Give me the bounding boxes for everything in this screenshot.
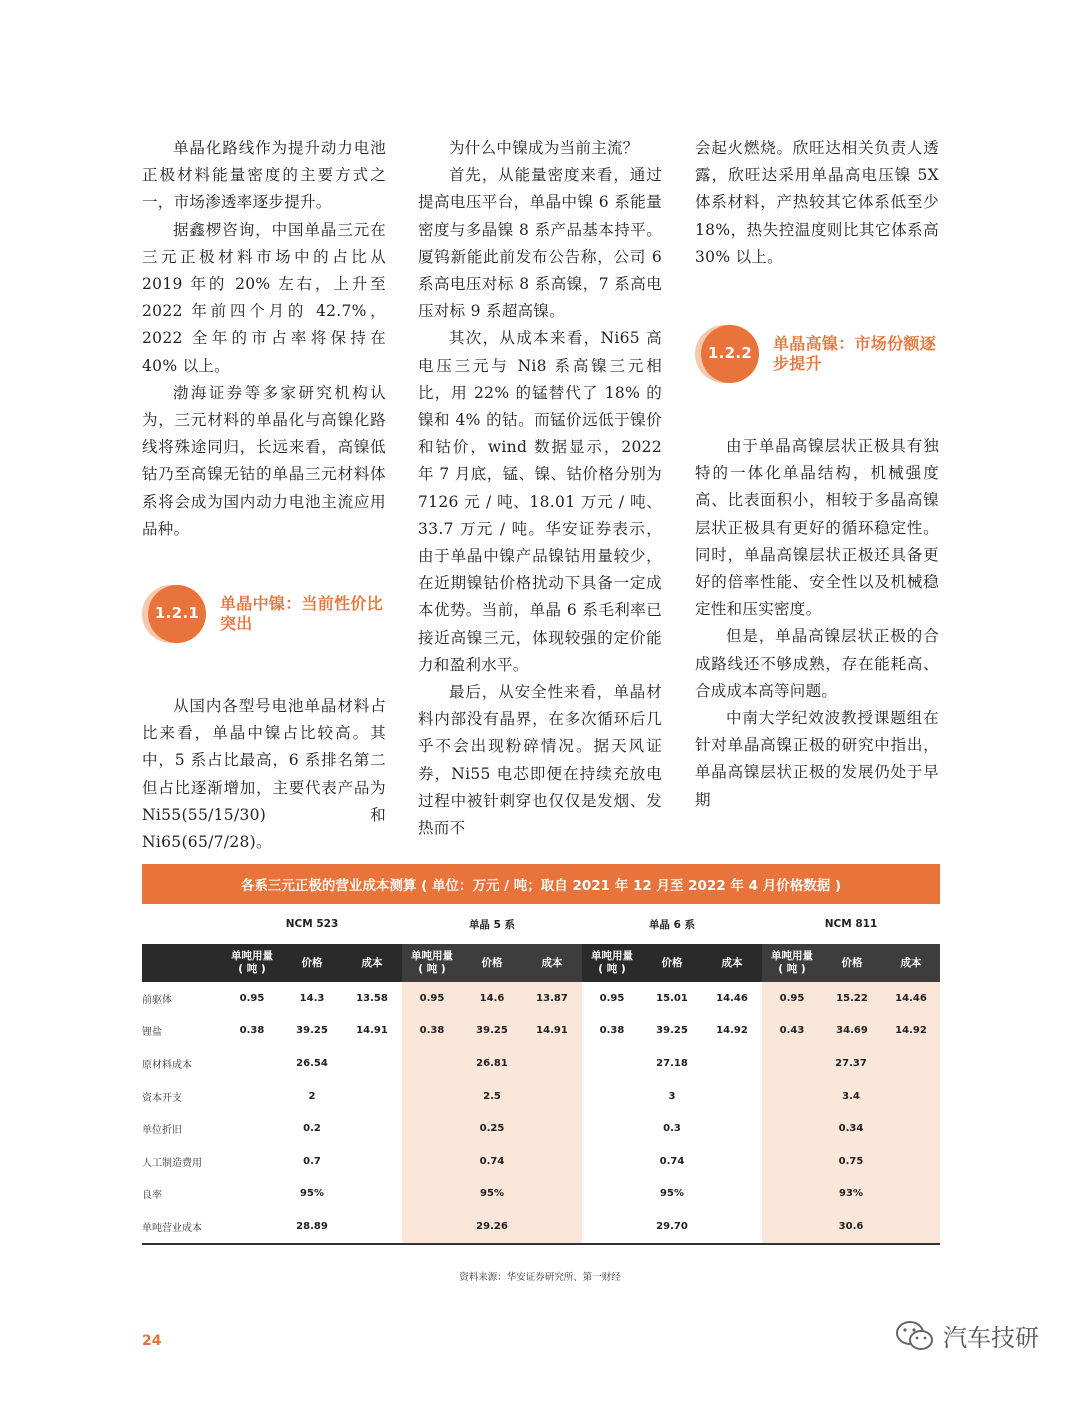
table-cell: 0.95 [599, 992, 625, 1004]
paragraph: 其次，从成本来看，Ni65 高电压三元与 Ni8 系高镍三元相比，用 22% 的锰替代了 18% 的镍和 4% 的钴。而锰价远低于镍价和钴价，wind 数据显示，2022 年 7 月底，锰、镍、钴价格分别为 7126 元 / 吨、18.01 万元 / 吨、33.7 万元 / 吨。华安证券表示，由于单晶中镍产品镍钴用量较少，在近期镍钴价格扰动下具备一定成本优势。当前，单晶 6 系毛利率已接近高镍三元，体现较强的定价能力和盈利水平。 [418, 329, 662, 674]
table-cell: 0.34 [762, 1112, 940, 1145]
text-column-2 [418, 135, 662, 842]
column-header: 单吨用量 ( 吨 ) [231, 950, 273, 975]
table-cell: 13.58 [356, 992, 388, 1004]
paragraph: 中南大学纪效波教授课题组在针对单晶高镍正极的研究中指出，单晶高镍层状正极的发展仍处于早期 [695, 709, 939, 809]
row-label: 单吨营业成本 [142, 1222, 202, 1234]
table-cell: 2 [308, 1090, 316, 1102]
column-header: 成本 [522, 944, 582, 982]
column-header: 价格 [301, 956, 323, 969]
table-row [142, 1178, 940, 1211]
row-label: 良率 [142, 1190, 162, 1202]
table-cell: 0.95 [239, 992, 265, 1004]
row-label: 资本开支 [142, 1092, 182, 1104]
row-label: 锂盐 [142, 1027, 162, 1039]
table-cell: 0.3 [663, 1123, 681, 1135]
table-cell: 95% [402, 1178, 582, 1211]
paragraph: 据鑫椤咨询，中国单晶三元在三元正极材料市场中的占比从 2019 年的 20% 左右，上升至 2022 年前四个月的 42.7%，2022 全年的市占率将保持在 40% 以上。 [142, 220, 386, 375]
wechat-icon [895, 1319, 935, 1353]
table-row [142, 1112, 940, 1145]
table-cell: 14.3 [299, 992, 325, 1004]
table-cell: 14.91 [356, 1025, 388, 1037]
table-cell: 0.74 [402, 1145, 582, 1178]
section-title: 单晶高镍：市场份额逐步提升 [773, 334, 937, 374]
table-row [142, 1015, 940, 1048]
group-header: NCM 523 [285, 918, 339, 930]
table-cell: 95% [300, 1188, 324, 1200]
table-cell: 27.18 [656, 1057, 688, 1069]
table-cell: 28.89 [296, 1220, 328, 1232]
table-cell: 29.26 [402, 1210, 582, 1243]
column-header: 单吨用量 ( 吨 ) [591, 950, 633, 975]
table-cell: 0.38 [599, 1025, 625, 1037]
table-cell: 0.43 [762, 1015, 822, 1048]
table-cell: 26.54 [296, 1057, 328, 1069]
table-cell: 34.69 [822, 1015, 882, 1048]
table-cell: 39.25 [296, 1025, 328, 1037]
table-cell: 29.70 [656, 1220, 688, 1232]
table-body [142, 982, 940, 1243]
paragraph: 但是，单晶高镍层状正极的合成路线还不够成熟，存在能耗高、合成成本高等问题。 [695, 627, 939, 700]
column-header: 价格 [822, 944, 882, 982]
table-sub-header [142, 944, 940, 982]
table-cell: 0.38 [239, 1025, 265, 1037]
table-cell: 15.22 [822, 982, 882, 1015]
table-cell: 0.95 [402, 982, 462, 1015]
row-label: 前驱体 [142, 994, 172, 1006]
section-heading-1-2-2 [695, 325, 939, 383]
table-cell: 26.81 [402, 1047, 582, 1080]
page-number: 24 [142, 1333, 162, 1349]
table-row [142, 1210, 940, 1243]
table-row [142, 982, 940, 1015]
column-header: 单吨用量 ( 吨 ) [762, 944, 822, 982]
row-label: 人工制造费用 [142, 1157, 202, 1169]
group-header: 单晶 5 系 [468, 918, 516, 931]
table-cell: 95% [660, 1188, 684, 1200]
table-cell: 0.25 [402, 1112, 582, 1145]
table-cell: 0.7 [303, 1155, 321, 1167]
table-cell: 39.25 [462, 1015, 522, 1048]
text-column-1 [142, 135, 386, 856]
column-header: 成本 [361, 956, 383, 969]
table-cell: 3 [668, 1090, 676, 1102]
column-header: 成本 [721, 956, 743, 969]
row-label: 单位折旧 [142, 1125, 182, 1137]
paragraph: 从国内各型号电池单晶材料占比来看，单晶中镍占比较高。其中，5 系占比最高，6 系排名第二但占比逐渐增加，主要代表产品为 Ni55(55/15/30) 和 Ni65(65/7/28)。 [142, 697, 386, 852]
table-cell: 14.6 [462, 982, 522, 1015]
section-title: 单晶中镍：当前性价比突出 [220, 594, 384, 634]
table-cell: 3.4 [762, 1080, 940, 1113]
table-cell: 13.87 [522, 982, 582, 1015]
table-cell: 39.25 [656, 1025, 688, 1037]
table-cell: 0.95 [762, 982, 822, 1015]
table-bottom-rule [142, 1243, 940, 1245]
table-cell: 93% [762, 1178, 940, 1211]
row-label: 原材料成本 [142, 1059, 192, 1071]
group-header: NCM 811 [824, 918, 878, 930]
table-cell: 30.6 [762, 1210, 940, 1243]
paragraph: 首先，从能量密度来看，通过提高电压平台，单晶中镍 6 系能量密度与多晶镍 8 系产品基本持平。厦钨新能此前发布公告称，公司 6 系高电压对标 8 系高镍，7 系高电压对标 9 系超高镍。 [418, 166, 662, 321]
column-header: 成本 [882, 944, 940, 982]
table-source-note: 资料来源：华安证券研究所、第一财经 [459, 1272, 621, 1283]
paragraph: 由于单晶高镍层状正极具有独特的一体化单晶结构，机械强度高、比表面积小，相较于多晶高镍层状正极具有更好的循环稳定性。同时，单晶高镍层状正极还具备更好的倍率性能、安全性以及机械稳定性和压实密度。 [695, 437, 939, 619]
paragraph: 会起火燃烧。欣旺达相关负责人透露，欣旺达采用单晶高电压镍 5X 体系材料，产热较其它体系低至少 18%，热失控温度则比其它体系高 30% 以上。 [695, 139, 939, 266]
table-title: 各系三元正极的营业成本测算 ( 单位：万元 / 吨；取自 2021 年 12 月至 2022 年 4 月价格数据 ) [142, 864, 940, 904]
text-column-3 [695, 135, 939, 814]
column-header: 单吨用量 ( 吨 ) [402, 944, 462, 982]
table-row [142, 1047, 940, 1080]
table-cell: 0.75 [762, 1145, 940, 1178]
table-cell: 14.46 [882, 982, 940, 1015]
column-header: 价格 [462, 944, 522, 982]
table-cell: 14.92 [716, 1025, 748, 1037]
group-header: 单晶 6 系 [648, 918, 696, 931]
table-cell: 27.37 [762, 1047, 940, 1080]
table-cell: 15.01 [656, 992, 688, 1004]
table-cell: 0.74 [659, 1155, 685, 1167]
table-cell: 0.38 [402, 1015, 462, 1048]
table-row [142, 1145, 940, 1178]
table-cell: 14.92 [882, 1015, 940, 1048]
watermark [895, 1318, 1039, 1353]
column-header: 价格 [661, 956, 683, 969]
paragraph: 单晶化路线作为提升动力电池正极材料能量密度的主要方式之一，市场渗透率逐步提升。 [142, 139, 386, 212]
section-number-badge: 1.2.2 [701, 325, 759, 383]
watermark-text: 汽车技研 [943, 1324, 1039, 1352]
paragraph: 渤海证券等多家研究机构认为，三元材料的单晶化与高镍化路线将殊途同归，长远来看，高镍低钴乃至高镍无钴的单晶三元材料体系将会成为国内动力电池主流应用品种。 [142, 383, 386, 538]
table-group-header [142, 904, 940, 944]
cost-table [142, 864, 940, 1245]
section-number-badge: 1.2.1 [148, 585, 206, 643]
table-cell: 14.46 [716, 992, 748, 1004]
table-cell: 2.5 [402, 1080, 582, 1113]
paragraph: 为什么中镍成为当前主流？ [449, 139, 639, 157]
table-cell: 0.2 [303, 1123, 321, 1135]
paragraph: 最后，从安全性来看，单晶材料内部没有晶界，在多次循环后几乎不会出现粉碎情况。据天风证券，Ni55 电芯即便在持续充放电过程中被针刺穿也仅仅是发烟、发热而不 [418, 683, 662, 838]
section-heading-1-2-1 [142, 585, 386, 643]
table-row [142, 1080, 940, 1113]
table-cell: 14.91 [522, 1015, 582, 1048]
